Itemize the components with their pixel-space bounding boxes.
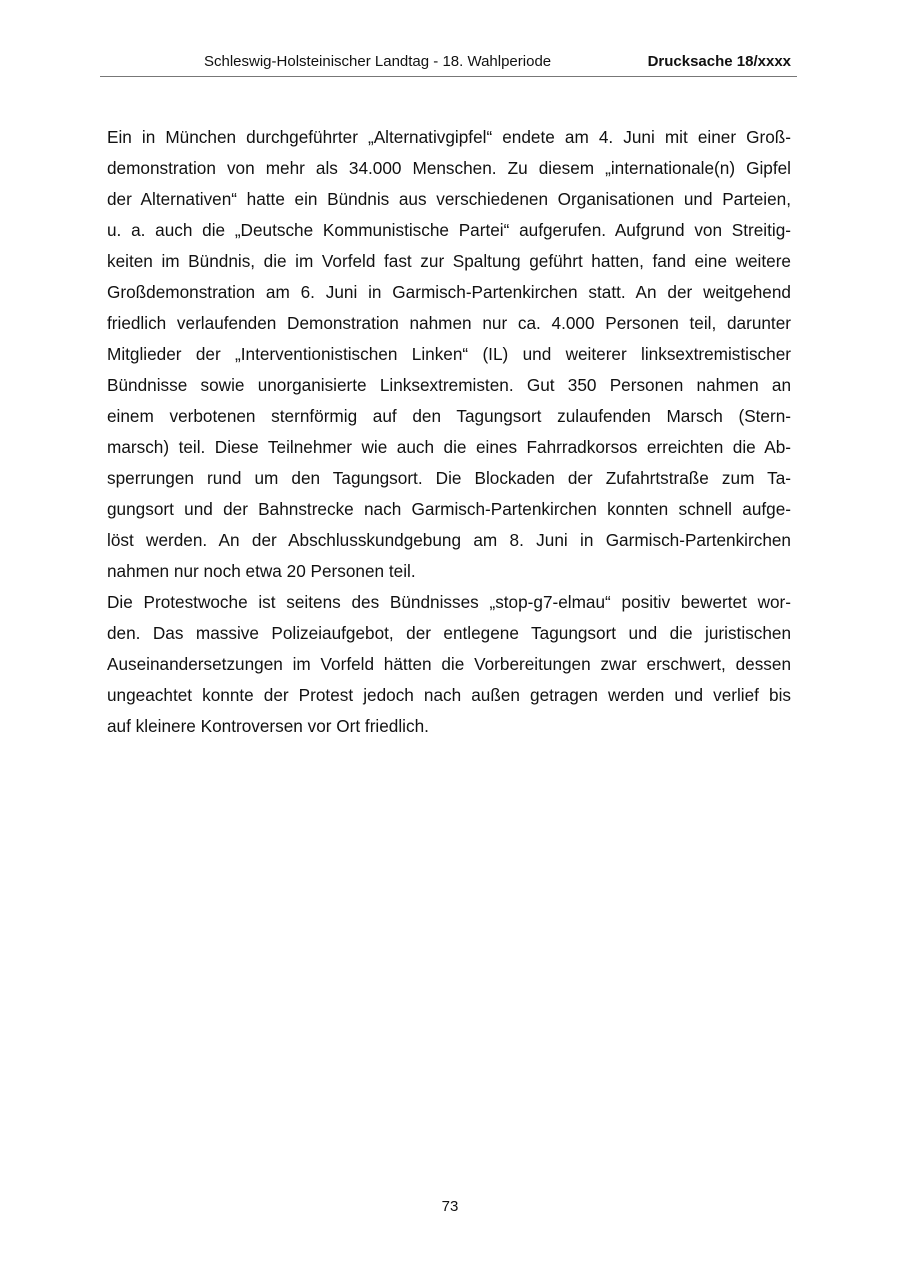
text-line: einem verbotenen sternförmig auf den Tagungsort zulaufenden Marsch (Stern-: [107, 406, 791, 426]
text-line: nahmen nur noch etwa 20 Personen teil.: [107, 561, 416, 581]
paragraph: [107, 122, 791, 587]
paragraph: [107, 587, 791, 742]
text-line: demonstration von mehr als 34.000 Menschen. Zu diesem „internationale(n) Gipfel: [107, 158, 791, 178]
text-line: Mitglieder der „Interventionistischen Linken“ (IL) und weiterer linksextremistischer: [107, 344, 791, 364]
text-line: Die Protestwoche ist seitens des Bündnisses „stop-g7-elmau“ positiv bewertet wor-: [107, 592, 791, 612]
document-body: [107, 122, 791, 742]
document-number: Drucksache 18/xxxx: [647, 53, 791, 70]
text-line: marsch) teil. Diese Teilnehmer wie auch die eines Fahrradkorsos erreichten die Ab-: [107, 437, 791, 457]
text-line: keiten im Bündnis, die im Vorfeld fast zur Spaltung geführt hatten, fand eine weitere: [107, 251, 791, 271]
text-line: u. a. auch die „Deutsche Kommunistische Partei“ aufgerufen. Aufgrund von Streitig-: [107, 220, 791, 240]
text-line: den. Das massive Polizeiaufgebot, der entlegene Tagungsort und die juristischen: [107, 623, 791, 643]
text-line: ungeachtet konnte der Protest jedoch nach außen getragen werden und verlief bis: [107, 685, 791, 705]
text-line: Ein in München durchgeführter „Alternativgipfel“ endete am 4. Juni mit einer Groß-: [107, 127, 791, 147]
text-line: sperrungen rund um den Tagungsort. Die Blockaden der Zufahrtstraße zum Ta-: [107, 468, 791, 488]
text-line: löst werden. An der Abschlusskundgebung am 8. Juni in Garmisch-Partenkirchen: [107, 530, 791, 550]
text-line: gungsort und der Bahnstrecke nach Garmisch-Partenkirchen konnten schnell aufge-: [107, 499, 791, 519]
text-line: auf kleinere Kontroversen vor Ort friedlich.: [107, 716, 429, 736]
text-line: Auseinandersetzungen im Vorfeld hätten die Vorbereitungen zwar erschwert, dessen: [107, 654, 791, 674]
text-line: Großdemonstration am 6. Juni in Garmisch-Partenkirchen statt. An der weitgehend: [107, 282, 791, 302]
text-line: der Alternativen“ hatte ein Bündnis aus verschiedenen Organisationen und Parteien,: [107, 189, 791, 209]
page-header: [100, 52, 797, 77]
text-line: friedlich verlaufenden Demonstration nahmen nur ca. 4.000 Personen teil, darunter: [107, 313, 791, 333]
text-line: Bündnisse sowie unorganisierte Linksextremisten. Gut 350 Personen nahmen an: [107, 375, 791, 395]
page-number: 73: [441, 1198, 459, 1215]
header-title: Schleswig-Holsteinischer Landtag - 18. Wahlperiode: [204, 53, 552, 70]
